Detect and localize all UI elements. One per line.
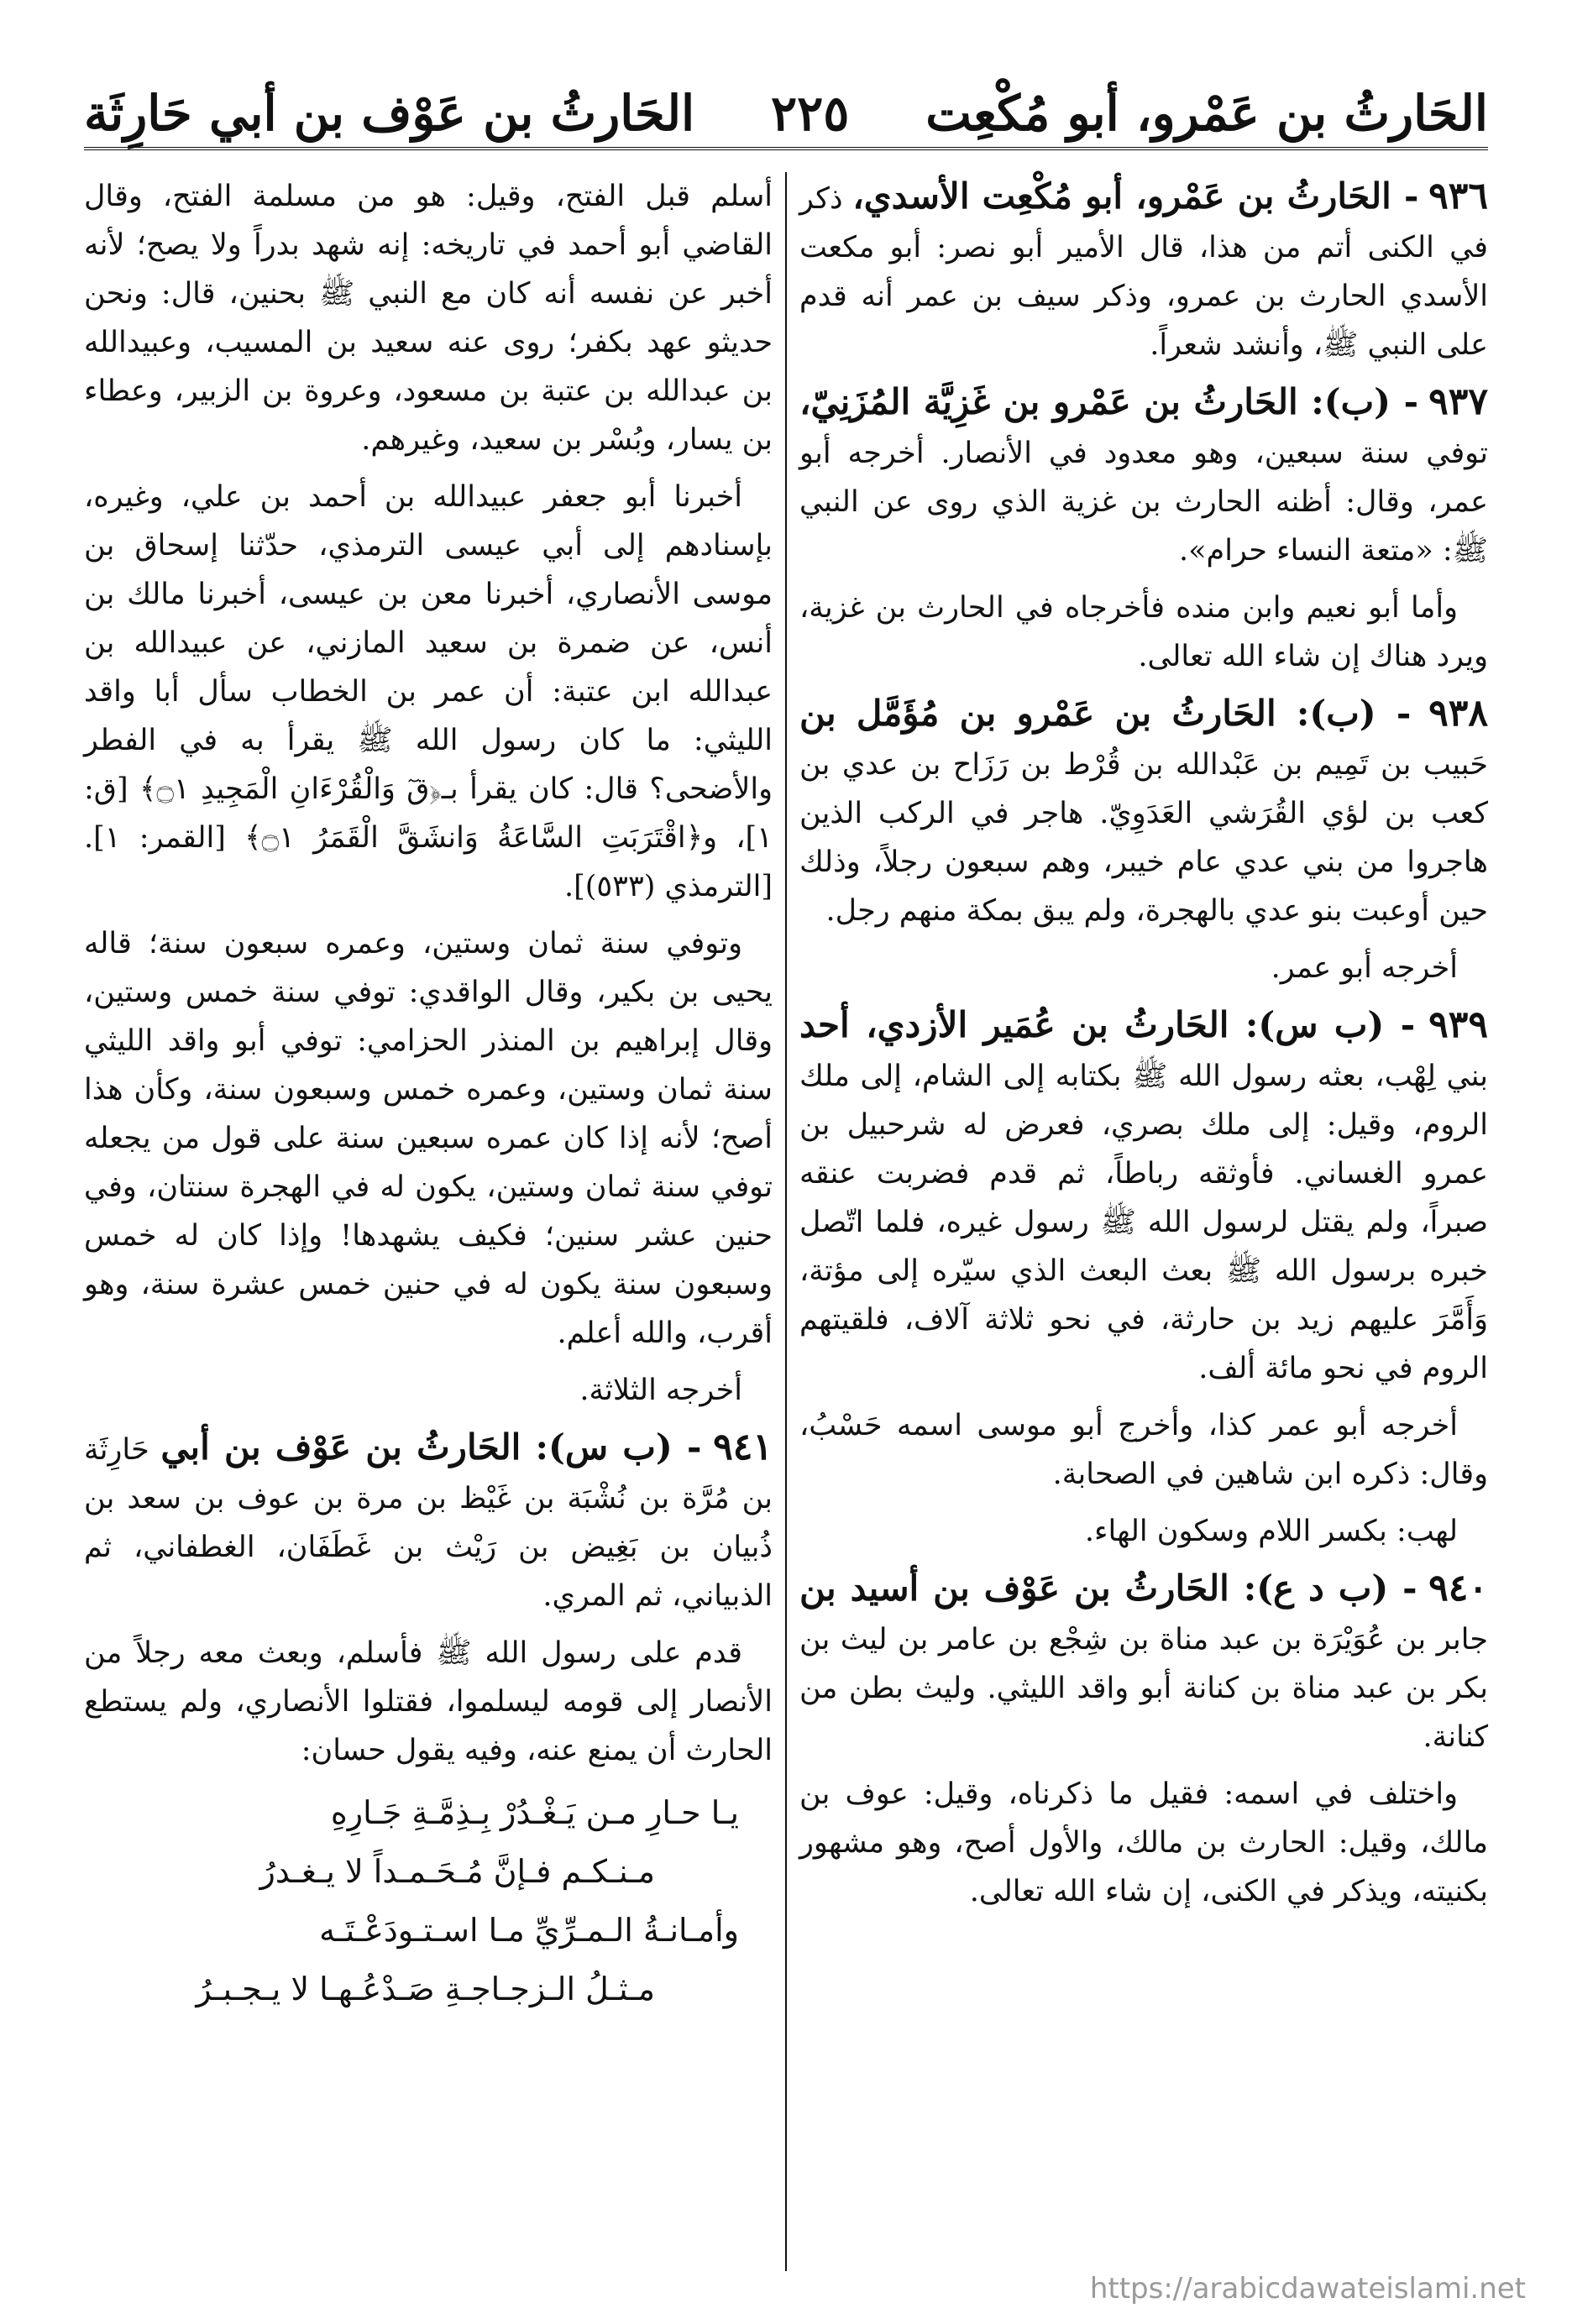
entry-paragraph: لهب: بكسر اللام وسكون الهاء. (1084, 1515, 1458, 1548)
running-title-left: الحَارثُ بن عَوْف بن أبي حَارِثَة (84, 85, 695, 142)
watermark-url: https://arabicdawateislami.net (1089, 2272, 1526, 2306)
entry-paragraph: قدم على رسول الله ﷺ فأسلم، وبعث معه رجلاً من الأنصار إلى قومه ليسلموا، فقتلوا الأنصاري، ولم يستطع الحارث أن يمنع عنه، وفيه يقول حسان: (84, 1636, 773, 1767)
entry-number: ٩٤٠ (1428, 1567, 1488, 1610)
entry-940 (799, 1564, 1488, 1761)
poem-line: مـنـكـم فـإنَّ مُـحَـمـداً لا يـغـدرُ (259, 1853, 655, 1890)
entry-text: توفي سنة سبعين، وهو معدود في الأنصار. أخرجه أبو عمر، وقال: أظنه الحارث بن غزية الذي روى عن النبي ﷺ: «متعة النساء حرام». (799, 437, 1488, 568)
page-header (84, 80, 1488, 150)
entry-number: ٩٣٦ (1428, 175, 1488, 217)
entry-938 (799, 689, 1488, 935)
poem (84, 1783, 773, 2018)
entry-text: حَارِثَة بن مُرَّة بن نُشْبَة بن غَيْظ بن مرة بن عوف بن سعد بن ذُبيان بن بَغِيض بن رَيْث بن غَطَفَان، الغطفاني، ثم الذبياني، ثم المري. (84, 1433, 773, 1613)
entry-number: ٩٣٧ (1428, 380, 1488, 423)
paragraph: وتوفي سنة ثمان وستين، وعمره سبعون سنة؛ قاله يحيى بن بكير، وقال الواقدي: توفي سنة خمس وستين، وقال إبراهيم بن المنذر الحزامي: توفي أبو واقد الليثي سنة ثمان وستين، وعمره خمس وسبعون سنة، وكأن هذا أصح؛ لأنه إذا كان عمره سبعين سنة على قول من يجعله توفي سنة ثمان وستين، يكون له في الهجرة سنتان، وفي حنين عشر سنين؛ فكيف يشهدها! وإذا كان له خمس وسبعون سنة يكون له في حنين خمس عشرة سنة، وهو أقرب، والله أعلم. (84, 927, 773, 1350)
entry-941 (84, 1423, 773, 1620)
entry-text: ذكر في الكنى أتم من هذا، قال الأمير أبو نصر: أبو مكعت الأسدي الحارث بن عمرو، وذكر سيف بن عمر أنه قدم على النبي ﷺ، وأنشد شعراً. (799, 182, 1488, 362)
entry-939 (799, 1001, 1488, 1393)
poem-line: مـثـلُ الـزجـاجـةِ صَـدْعُـهـا لا يـجـبـرُ (196, 1971, 655, 2007)
entry-title: - (ب د ع): الحَارثُ بن عَوْف بن أسيد بن (799, 1568, 1417, 1609)
right-column (799, 172, 1488, 2271)
column-divider (785, 172, 787, 2271)
poem-line: يـا حـارِ مـن يَـغْـدُرْ بِـذِمَّـةِ جَـارِهِ (330, 1794, 739, 1831)
entry-title: - (ب س): الحَارثُ بن عُمَير الأزدي، أحد (799, 1004, 1416, 1045)
entry-number: ٩٣٨ (1428, 692, 1488, 735)
poem-line: وأمـانـةُ الـمـرِّيِّ مـا اسـتـودَعْـتَـه (319, 1912, 739, 1949)
entry-936 (799, 172, 1488, 369)
entry-text: حَبيب بن تَمِيم بن عَبْدالله بن قُرْط بن رَزَاح بن عدي بن كعب بن لؤي القُرَشي العَدَوِيّ. هاجر في الركب الذين هاجروا من بني عدي عام خيبر، وهم سبعون رجلاً، وذلك حين أوعبت بنو عدي بالهجرة، ولم يبق بمكة منهم رجل. (799, 748, 1488, 928)
entry-paragraph: أخرجه أبو عمر. (1271, 951, 1458, 985)
running-title-right: الحَارثُ بن عَمْرو، أبو مُكْعِت (925, 85, 1488, 142)
entry-title: - (ب س): الحَارثُ بن عَوْف بن أبي (160, 1426, 702, 1468)
paragraph: أسلم قبل الفتح، وقيل: هو من مسلمة الفتح، وقال القاضي أبو أحمد في تاريخه: إنه شهد بدراً ولا يصح؛ لأنه أخبر عن نفسه أنه كان مع النبي ﷺ بحنين، قال: ونحن حديثو عهد بكفر؛ روى عنه سعيد بن المسيب، وعبيدالله بن عبدالله بن عتبة بن مسعود، وعروة بن الزبير، وعطاء بن يسار، وبُسْر بن سعيد، وغيرهم. (84, 180, 773, 457)
entry-text: جابر بن عُوَيْرَة بن عبد مناة بن شِجْع بن عامر بن ليث بن بكر بن عبد مناة بن كنانة أبو واقد الليثي. وليث بطن من كنانة. (799, 1623, 1488, 1754)
entry-title: - (ب): الحَارثُ بن عَمْرو بن مُؤَمَّل بن (799, 693, 1412, 734)
entry-title: - (ب): الحَارثُ بن عَمْرو بن غَزِيَّة المُزَنِيّ، (799, 381, 1419, 422)
entry-paragraph: وأما أبو نعيم وابن منده فأخرجاه في الحارث بن غزية، ويرد هناك إن شاء الله تعالى. (799, 591, 1488, 673)
paragraph: أخبرنا أبو جعفر عبيدالله بن أحمد بن علي، وغيره، بإسنادهم إلى أبي عيسى الترمذي، حدّثنا إسحاق بن موسى الأنصاري، أخبرنا معن بن عيسى، أخبرنا مالك بن أنس، عن ضمرة بن سعيد المازني، عن عبيدالله بن عبدالله ابن عتبة: أن عمر بن الخطاب سأل أبا واقد الليثي: ما كان رسول الله ﷺ يقرأ به في الفطر والأضحى؟ قال: كان يقرأ بـ﴿قٓ وَالْقُرْءَانِ الْمَجِيدِ ۝١﴾ [ق: ١]، و﴿اقْتَرَبَتِ السَّاعَةُ وَانشَقَّ الْقَمَرُ ۝١﴾ [القمر: ١]. [الترمذي (٥٣٣)]. (84, 480, 773, 903)
entry-title: - الحَارثُ بن عَمْرو، أبو مُكْعِت الأسدي، (852, 175, 1419, 217)
entry-text: بني لِهْب، بعثه رسول الله ﷺ بكتابه إلى الشام، إلى ملك الروم، وقيل: إلى ملك بصري، فعرض له شرحبيل بن عمرو الغساني. فأوثقه رباطاً، ثم قدم فضربت عنقه صبراً، ولم يقتل لرسول الله ﷺ رسول غيره، فلما اتّصل خبره برسول الله ﷺ بعث البعث الذي سيّره إلى مؤتة، وَأَمَّرَ عليهم زيد بن حارثة، في نحو ثلاثة آلاف، فلقيتهم الروم في نحو مائة ألف. (799, 1060, 1488, 1385)
left-column (84, 172, 773, 2271)
page-number: ٢٢٥ (770, 85, 850, 142)
entry-paragraph: أخرجه أبو عمر كذا، وأخرج أبو موسى اسمه حَسْبُ، وقال: ذكره ابن شاهين في الصحابة. (799, 1409, 1488, 1491)
entry-paragraph: واختلف في اسمه: فقيل ما ذكرناه، وقيل: عوف بن مالك، وقيل: الحارث بن مالك، والأول أصح، وهو مشهور بكنيته، ويذكر في الكنى، إن شاء الله تعالى. (799, 1777, 1488, 1908)
entry-number: ٩٤١ (713, 1426, 773, 1468)
entry-937 (799, 378, 1488, 575)
entry-number: ٩٣٩ (1428, 1003, 1488, 1046)
paragraph: أخرجه الثلاثة. (579, 1374, 742, 1407)
